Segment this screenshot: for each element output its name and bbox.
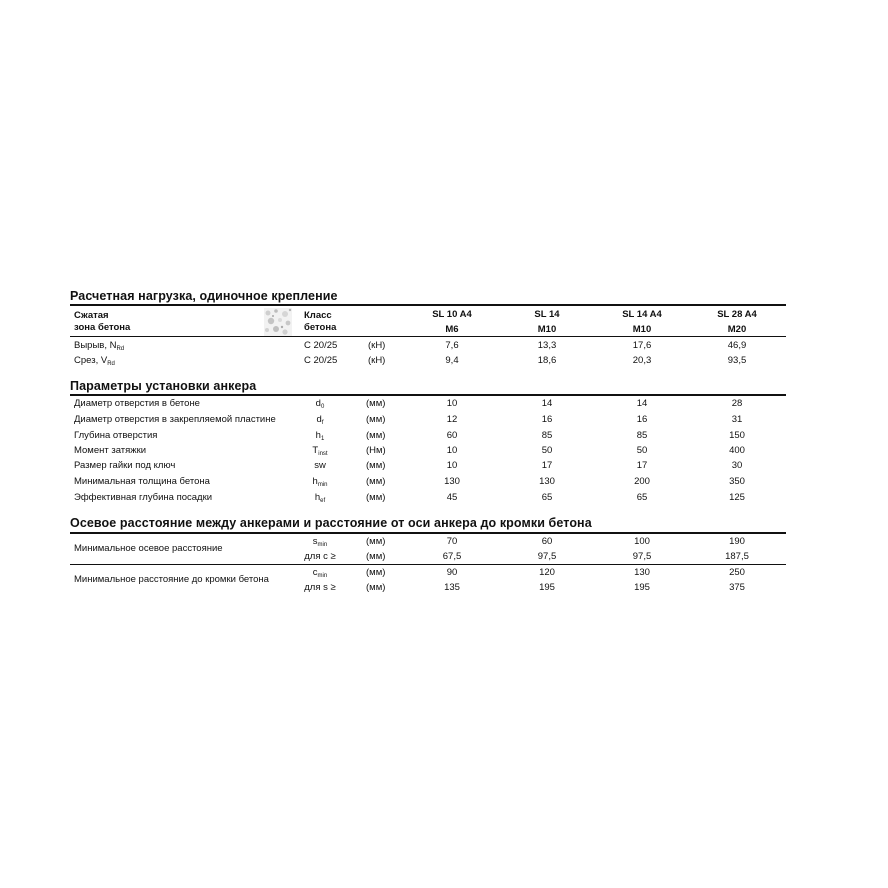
spacing-cell: 100 bbox=[634, 536, 650, 547]
install-cell: 14 bbox=[636, 398, 648, 409]
load-cell: 93,5 bbox=[727, 355, 747, 366]
install-cell: 350 bbox=[729, 476, 745, 487]
install-row-label: Размер гайки под ключ bbox=[74, 460, 176, 471]
install-cell: 16 bbox=[541, 414, 553, 425]
spacing-group-label: Минимальное осевое расстояние bbox=[74, 543, 223, 554]
load-cell: 18,6 bbox=[537, 355, 557, 366]
product-thread: M20 bbox=[727, 324, 747, 335]
install-cell: 17 bbox=[541, 460, 553, 471]
hdr-concrete-class-1: Класс bbox=[304, 310, 332, 321]
spacing-section-title: Осевое расстояние между анкерами и расстояние от оси анкера до кромки бетона bbox=[70, 516, 592, 530]
product-thread: M6 bbox=[445, 324, 459, 335]
spacing-row-symbol: для c ≥ bbox=[304, 551, 336, 562]
spacing-row-symbol: для s ≥ bbox=[304, 582, 336, 593]
spacing-cell: 190 bbox=[729, 536, 745, 547]
install-cell: 50 bbox=[636, 445, 648, 456]
spacing-row-symbol: $s_{min}$ bbox=[312, 536, 328, 548]
spacing-group-label: Минимальное расстояние до кромки бетона bbox=[74, 574, 269, 585]
install-row-unit: (мм) bbox=[366, 398, 386, 409]
load-row-label: Вырыв, $N_{Rd}$ bbox=[74, 340, 125, 352]
install-row-label: Минимальная толщина бетона bbox=[74, 476, 210, 487]
install-cell: 45 bbox=[446, 492, 458, 503]
install-cell: 28 bbox=[731, 398, 743, 409]
install-row-symbol: sw bbox=[314, 460, 326, 471]
spacing-cell: 250 bbox=[729, 567, 745, 578]
install-row-symbol: $T_{inst}$ bbox=[312, 445, 328, 457]
spacing-row-unit: (мм) bbox=[366, 551, 386, 562]
spacing-cell: 195 bbox=[539, 582, 555, 593]
load-cell: 20,3 bbox=[632, 355, 652, 366]
spacing-row-unit: (мм) bbox=[366, 582, 386, 593]
hdr-compressed-zone-1: Сжатая bbox=[74, 310, 109, 321]
install-cell: 85 bbox=[541, 430, 553, 441]
spacing-row-unit: (мм) bbox=[366, 567, 386, 578]
install-section-title: Параметры установки анкера bbox=[70, 379, 257, 393]
spacing-cell: 70 bbox=[446, 536, 458, 547]
spacing-cell: 130 bbox=[634, 567, 650, 578]
install-cell: 50 bbox=[541, 445, 553, 456]
install-cell: 85 bbox=[636, 430, 648, 441]
hdr-concrete-class-2: бетона bbox=[304, 322, 337, 333]
install-row-label: Глубина отверстия bbox=[74, 430, 158, 441]
spacing-cell: 120 bbox=[539, 567, 555, 578]
product-name: SL 10 A4 bbox=[432, 309, 472, 320]
install-cell: 12 bbox=[446, 414, 458, 425]
load-cell: 46,9 bbox=[727, 340, 747, 351]
spacing-cell: 135 bbox=[444, 582, 460, 593]
install-row-symbol: $d_0$ bbox=[315, 398, 325, 410]
section-rule bbox=[70, 394, 786, 396]
install-cell: 31 bbox=[731, 414, 743, 425]
install-row-unit: (мм) bbox=[366, 460, 386, 471]
product-thread: M10 bbox=[632, 324, 652, 335]
product-name: SL 28 A4 bbox=[717, 309, 757, 320]
install-row-label: Момент затяжки bbox=[74, 445, 147, 456]
install-cell: 16 bbox=[636, 414, 648, 425]
load-row-unit: (кН) bbox=[368, 340, 386, 351]
spacing-cell: 187,5 bbox=[725, 551, 749, 562]
install-row-unit: (мм) bbox=[366, 414, 386, 425]
spacing-cell: 90 bbox=[446, 567, 458, 578]
load-cell: 9,4 bbox=[445, 355, 459, 366]
install-row-label: Диаметр отверстия в бетоне bbox=[74, 398, 200, 409]
product-name: SL 14 bbox=[534, 309, 560, 320]
install-row-unit: (мм) bbox=[366, 476, 386, 487]
install-cell: 17 bbox=[636, 460, 648, 471]
install-row-symbol: $d_f$ bbox=[316, 414, 324, 426]
install-cell: 10 bbox=[446, 460, 458, 471]
spacing-row-symbol: $c_{min}$ bbox=[312, 567, 328, 579]
install-cell: 125 bbox=[729, 492, 745, 503]
spacing-cell: 375 bbox=[729, 582, 745, 593]
install-row-label: Эффективная глубина посадки bbox=[74, 492, 213, 503]
load-cell: 17,6 bbox=[632, 340, 652, 351]
concrete-texture-icon bbox=[264, 308, 292, 336]
spacing-cell: 97,5 bbox=[537, 551, 557, 562]
load-cell: 13,3 bbox=[537, 340, 557, 351]
install-cell: 10 bbox=[446, 445, 458, 456]
install-cell: 14 bbox=[541, 398, 553, 409]
spacing-cell: 60 bbox=[541, 536, 553, 547]
section-rule bbox=[70, 532, 786, 534]
install-row-label: Диаметр отверстия в закрепляемой пластине bbox=[74, 414, 276, 425]
spacing-cell: 195 bbox=[634, 582, 650, 593]
install-cell: 150 bbox=[729, 430, 745, 441]
load-row-unit: (кН) bbox=[368, 355, 386, 366]
hdr-compressed-zone-2: зона бетона bbox=[74, 322, 131, 333]
section-rule bbox=[70, 304, 786, 306]
install-cell: 65 bbox=[636, 492, 648, 503]
load-row-label: Срез, $V_{Rd}$ bbox=[74, 355, 115, 367]
install-cell: 200 bbox=[634, 476, 650, 487]
install-cell: 400 bbox=[729, 445, 745, 456]
install-cell: 65 bbox=[541, 492, 553, 503]
install-row-symbol: $h_1$ bbox=[315, 430, 325, 442]
spacing-row-unit: (мм) bbox=[366, 536, 386, 547]
group-rule bbox=[70, 564, 786, 565]
install-cell: 60 bbox=[446, 430, 458, 441]
load-row-class: C 20/25 bbox=[304, 340, 338, 351]
install-row-unit: (мм) bbox=[366, 430, 386, 441]
install-cell: 30 bbox=[731, 460, 743, 471]
load-row-class: C 20/25 bbox=[304, 355, 338, 366]
header-rule bbox=[70, 336, 786, 337]
install-row-unit: (мм) bbox=[366, 492, 386, 503]
spacing-cell: 67,5 bbox=[442, 551, 462, 562]
install-cell: 130 bbox=[444, 476, 460, 487]
install-cell: 130 bbox=[539, 476, 555, 487]
install-row-symbol: $h_{ef}$ bbox=[314, 492, 326, 504]
install-row-unit: (Нм) bbox=[366, 445, 386, 456]
spacing-cell: 97,5 bbox=[632, 551, 652, 562]
install-row-symbol: $h_{min}$ bbox=[312, 476, 328, 488]
product-name: SL 14 A4 bbox=[622, 309, 662, 320]
load-section-title: Расчетная нагрузка, одиночное крепление bbox=[70, 289, 338, 303]
product-thread: M10 bbox=[537, 324, 557, 335]
install-cell: 10 bbox=[446, 398, 458, 409]
load-cell: 7,6 bbox=[445, 340, 459, 351]
